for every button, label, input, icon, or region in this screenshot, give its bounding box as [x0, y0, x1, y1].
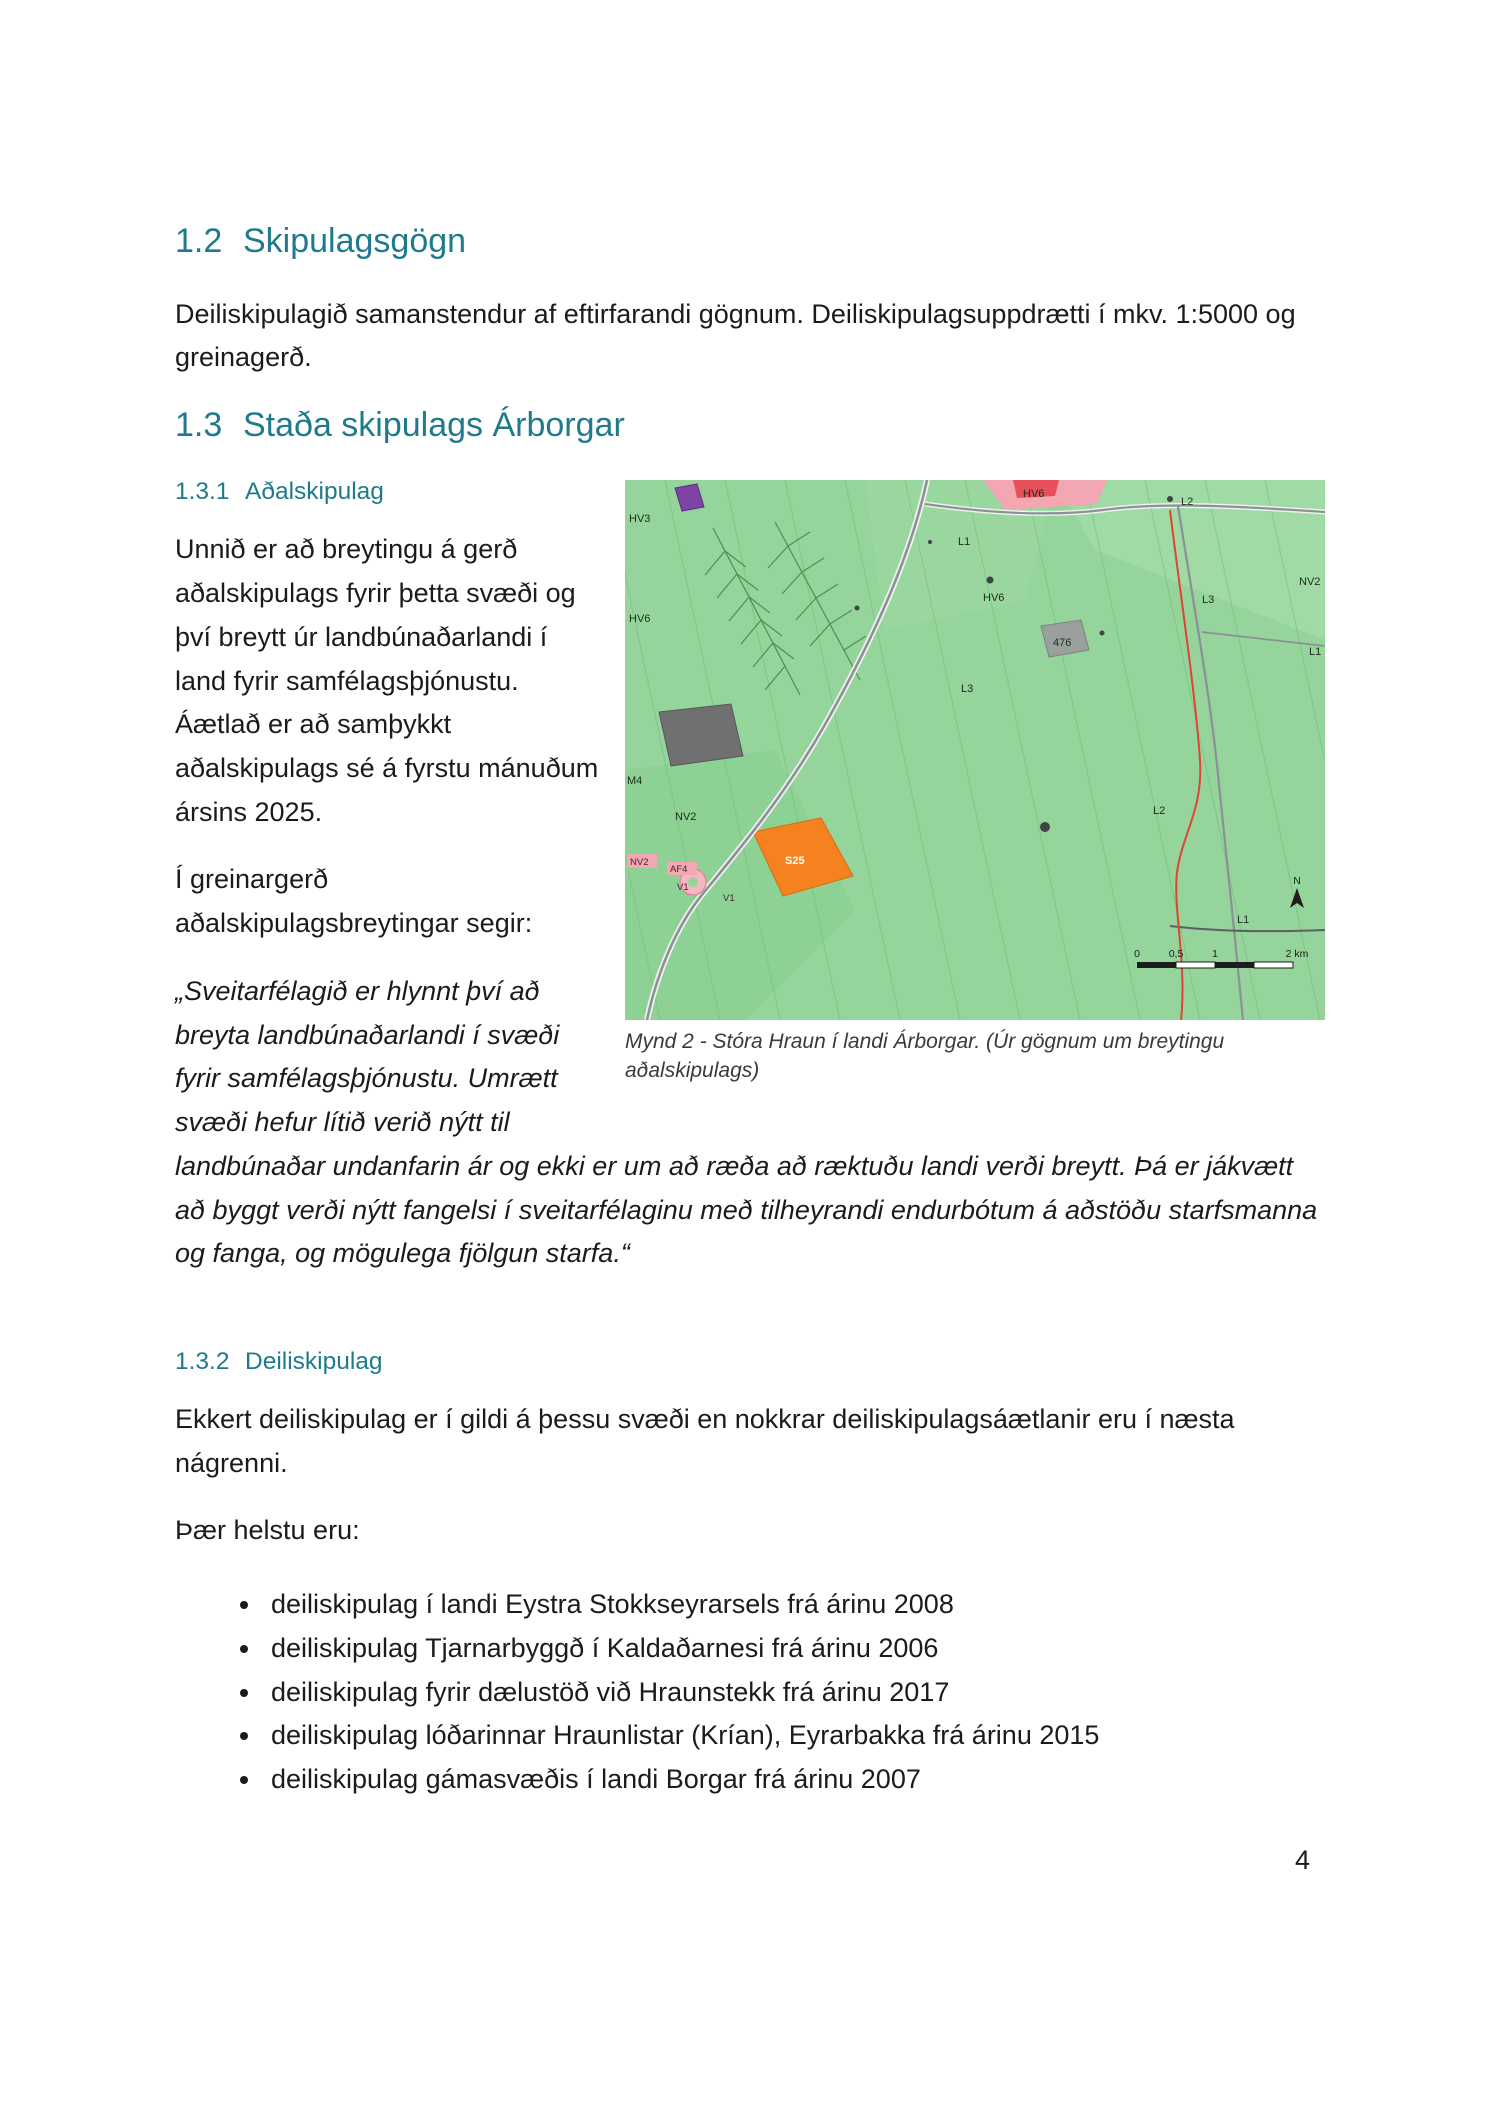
- list-item: • deiliskipulag fyrir dælustöð við Hraunstekk frá árinu 2017: [263, 1671, 1325, 1715]
- section-title: Skipulagsgögn: [243, 222, 467, 260]
- section-heading-1-2: [175, 220, 1325, 263]
- section-title: Deiliskipulag: [245, 1348, 383, 1376]
- scale-tick: 1: [1212, 948, 1218, 961]
- list-item: • deiliskipulag gámasvæðis í landi Borgar frá árinu 2007: [263, 1758, 1325, 1802]
- map-label: AF4: [670, 864, 688, 876]
- map-label-s25: S25: [785, 855, 805, 868]
- section-number: 1.3.2: [175, 1348, 230, 1376]
- map-label: L2: [1181, 496, 1194, 509]
- section-heading-1-3-2: [175, 1346, 1325, 1378]
- section-1-3-1: [175, 476, 1325, 1276]
- deiliskipulag-list: [175, 1583, 1325, 1802]
- map-label: V1: [723, 893, 735, 905]
- roundabout-center: [688, 877, 698, 887]
- section-number: 1.3: [175, 405, 223, 444]
- map-label: L3: [961, 683, 974, 696]
- section-title: Staða skipulags Árborgar: [243, 405, 625, 444]
- section-number: 1.2: [175, 222, 223, 260]
- paragraph-skipulagsgogn: Deiliskipulagið samanstendur af eftirfarandi gögnum. Deiliskipulagsuppdrætti í mkv. 1:5000 og greinagerð.: [175, 298, 1296, 373]
- map-label: L1: [958, 536, 971, 549]
- scale-tick: 0,5: [1168, 948, 1184, 961]
- map-figure: [625, 480, 1325, 1085]
- list-item: • deiliskipulag í landi Eystra Stokkseyrarsels frá árinu 2008: [263, 1583, 1325, 1627]
- section-heading-1-3: [175, 404, 1325, 447]
- map-label: 476: [1053, 637, 1072, 650]
- map-label: HV6: [629, 613, 651, 626]
- map-label: HV3: [629, 513, 651, 526]
- map-label: NV2: [630, 857, 649, 869]
- scale-tick: 0: [1134, 948, 1140, 961]
- section-number: 1.3.1: [175, 478, 230, 506]
- map-label: V1: [677, 882, 689, 894]
- section-1-3-2: [175, 1300, 1325, 1802]
- map-label: HV6: [1023, 488, 1045, 501]
- figure-caption: Mynd 2 - Stóra Hraun í landi Árborgar. (Úr gögnum um breytingu aðalskipulags): [625, 1030, 1225, 1082]
- list-item: • deiliskipulag Tjarnarbyggð í Kaldaðarnesi frá árinu 2006: [263, 1627, 1325, 1671]
- map-label: L1: [1309, 646, 1322, 659]
- svg-text:N: N: [1293, 875, 1301, 888]
- zone-darkgray: [659, 704, 743, 766]
- map-label: HV6: [983, 592, 1005, 605]
- paragraph-deiliskipulag-2: Þær helstu eru:: [175, 1515, 360, 1546]
- scale-tick: 2 km: [1285, 948, 1309, 961]
- paragraph-adalskipulag-1: Unnið er að breytingu á gerð aðalskipulags fyrir þetta svæði og því breytt úr landbúnaðarlandi í land fyrir samfélagsþjónustu. Áætlað er að samþykkt aðalskipulags sé á fyrstu mánuðum ársins 2025.: [175, 534, 599, 827]
- page-number: 4: [1294, 1845, 1310, 1875]
- map-label: L3: [1202, 594, 1215, 607]
- landuse-map: [625, 480, 1325, 1020]
- paragraph-deiliskipulag-1: Ekkert deiliskipulag er í gildi á þessu svæði en nokkrar deiliskipulagsáætlanir eru í næsta nágrenni.: [175, 1403, 1235, 1478]
- map-label: M4: [627, 775, 643, 788]
- section-title: Aðalskipulag: [245, 478, 384, 506]
- map-label: L2: [1153, 805, 1166, 818]
- quote-greinargerd: „Sveitarfélagið er hlynnt því að breyta landbúnaðarlandi í svæði fyrir samfélagsþjónustu. Umrætt svæði hefur lítið verið nýtt til landbúnaðar undanfarin ár og ekki er um að ræða að ræktuðu landi verði breytt. Þá er jákvætt að byggt verði nýtt fangelsi í sveitarfélaginu með tilheyrandi endurbótum á aðstöðu starfsmanna og fanga, og mögulega fjölgun starfa.“: [175, 975, 1318, 1269]
- map-label: NV2: [675, 811, 697, 824]
- list-item: • deiliskipulag lóðarinnar Hraunlistar (Krían), Eyrarbakka frá árinu 2015: [263, 1714, 1325, 1758]
- map-label: L1: [1237, 914, 1250, 927]
- map-label: NV2: [1299, 576, 1321, 589]
- paragraph-adalskipulag-2: Í greinargerð aðalskipulagsbreytingar segir:: [175, 864, 533, 939]
